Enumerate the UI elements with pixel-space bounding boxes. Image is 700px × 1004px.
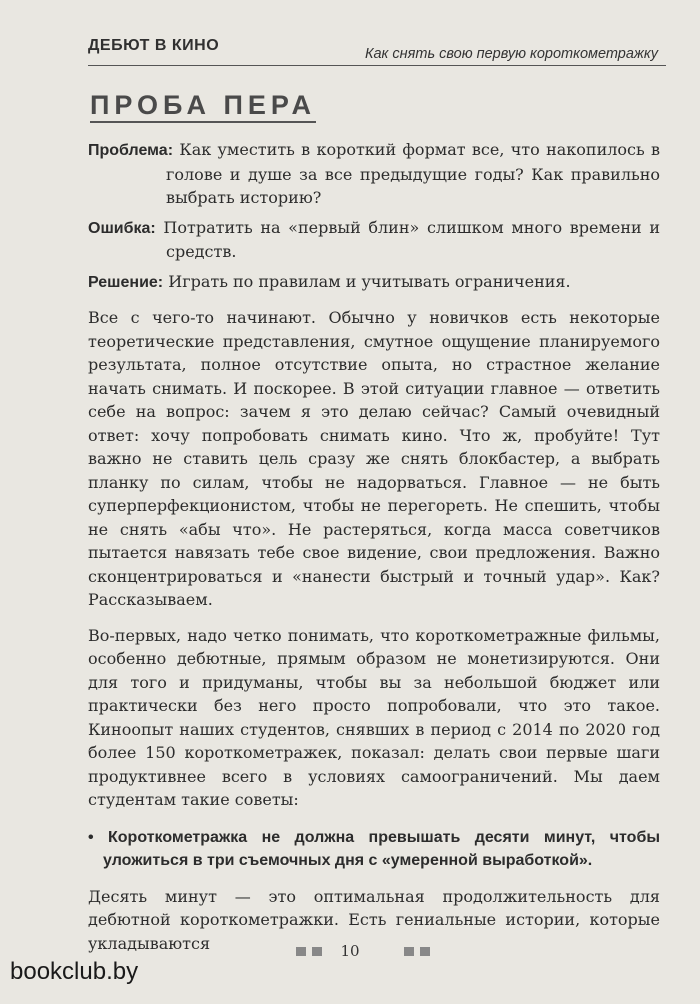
paragraph: Во-первых, надо четко понимать, что короткометражные фильмы, особенно дебютные, прямым образом не монетизируются. Они для того и придуманы, чтобы вы за небольшой бюджет или практически без него просто попробовали, что это такое. Киноопыт наших студентов, снявших в период с 2014 по 2020 год более 150 короткометражек, показал: делать свои первые шаги продуктивнее всего в условиях самоограничений. Мы даем студентам такие советы: [88, 625, 660, 809]
mistake-text: Потратить на «первый блин» слишком много времени и средств. [163, 217, 660, 261]
footer-ornament [420, 947, 430, 956]
paragraph: Все с чего-то начинают. Обычно у новичков есть некоторые теоретические представления, смутное ощущение планируемого результата, полное отсутствие опыта, но страстное желание начать снимать. И поскорее. В этой ситуации главное — ответить себе на вопрос: зачем я это делаю сейчас? Самый очевидный ответ: хочу попробовать снимать кино. Что ж, пробуйте! Тут важно не ставить цель сразу же снять блокбастер, а выбрать планку по силам, чтобы не надорваться. Главное — не быть суперперфекционистом, чтобы не перегореть. Не спешить, чтобы не снять «абы что». Не растеряться, когда масса советчиков пытается навязать тебе свое видение, свои предложения. Важно сконцентрироваться и «нанести быстрый и точный удар». Как? Рассказываем. [88, 308, 660, 609]
footer-ornament [404, 947, 414, 956]
header-rule [88, 65, 666, 66]
problem-text: Как уместить в короткий формат все, что накопилось в голове и душе за все предыдущие годы? Как правильно выбрать историю? [166, 140, 660, 207]
solution-label: Решение: [88, 273, 164, 291]
mistake-block [88, 216, 660, 264]
bullet-advice: • Короткометражка не должна превышать десяти минут, чтобы уложиться в три съемочных дня с «умеренной выработкой». [88, 828, 660, 869]
page-number: 10 [340, 942, 360, 960]
page-body [88, 136, 660, 955]
watermark-logo: bookclub.by [10, 958, 139, 985]
solution-block [88, 270, 660, 295]
solution-text: Играть по правилам и учитывать ограничения. [168, 271, 571, 291]
problem-block [88, 138, 660, 210]
running-header-chapter-title: Как снять свою первую короткометражку [364, 46, 658, 62]
running-header-book-title: ДЕБЮТ В КИНО [88, 37, 220, 54]
section-title: ПРОБА ПЕРА [90, 90, 316, 123]
paragraph: Десять минут — это оптимальная продолжительность для дебютной короткометражки. Есть гениальные истории, которые укладываются [88, 886, 660, 953]
problem-label: Проблема: [88, 142, 174, 159]
mistake-label: Ошибка: [88, 219, 156, 237]
